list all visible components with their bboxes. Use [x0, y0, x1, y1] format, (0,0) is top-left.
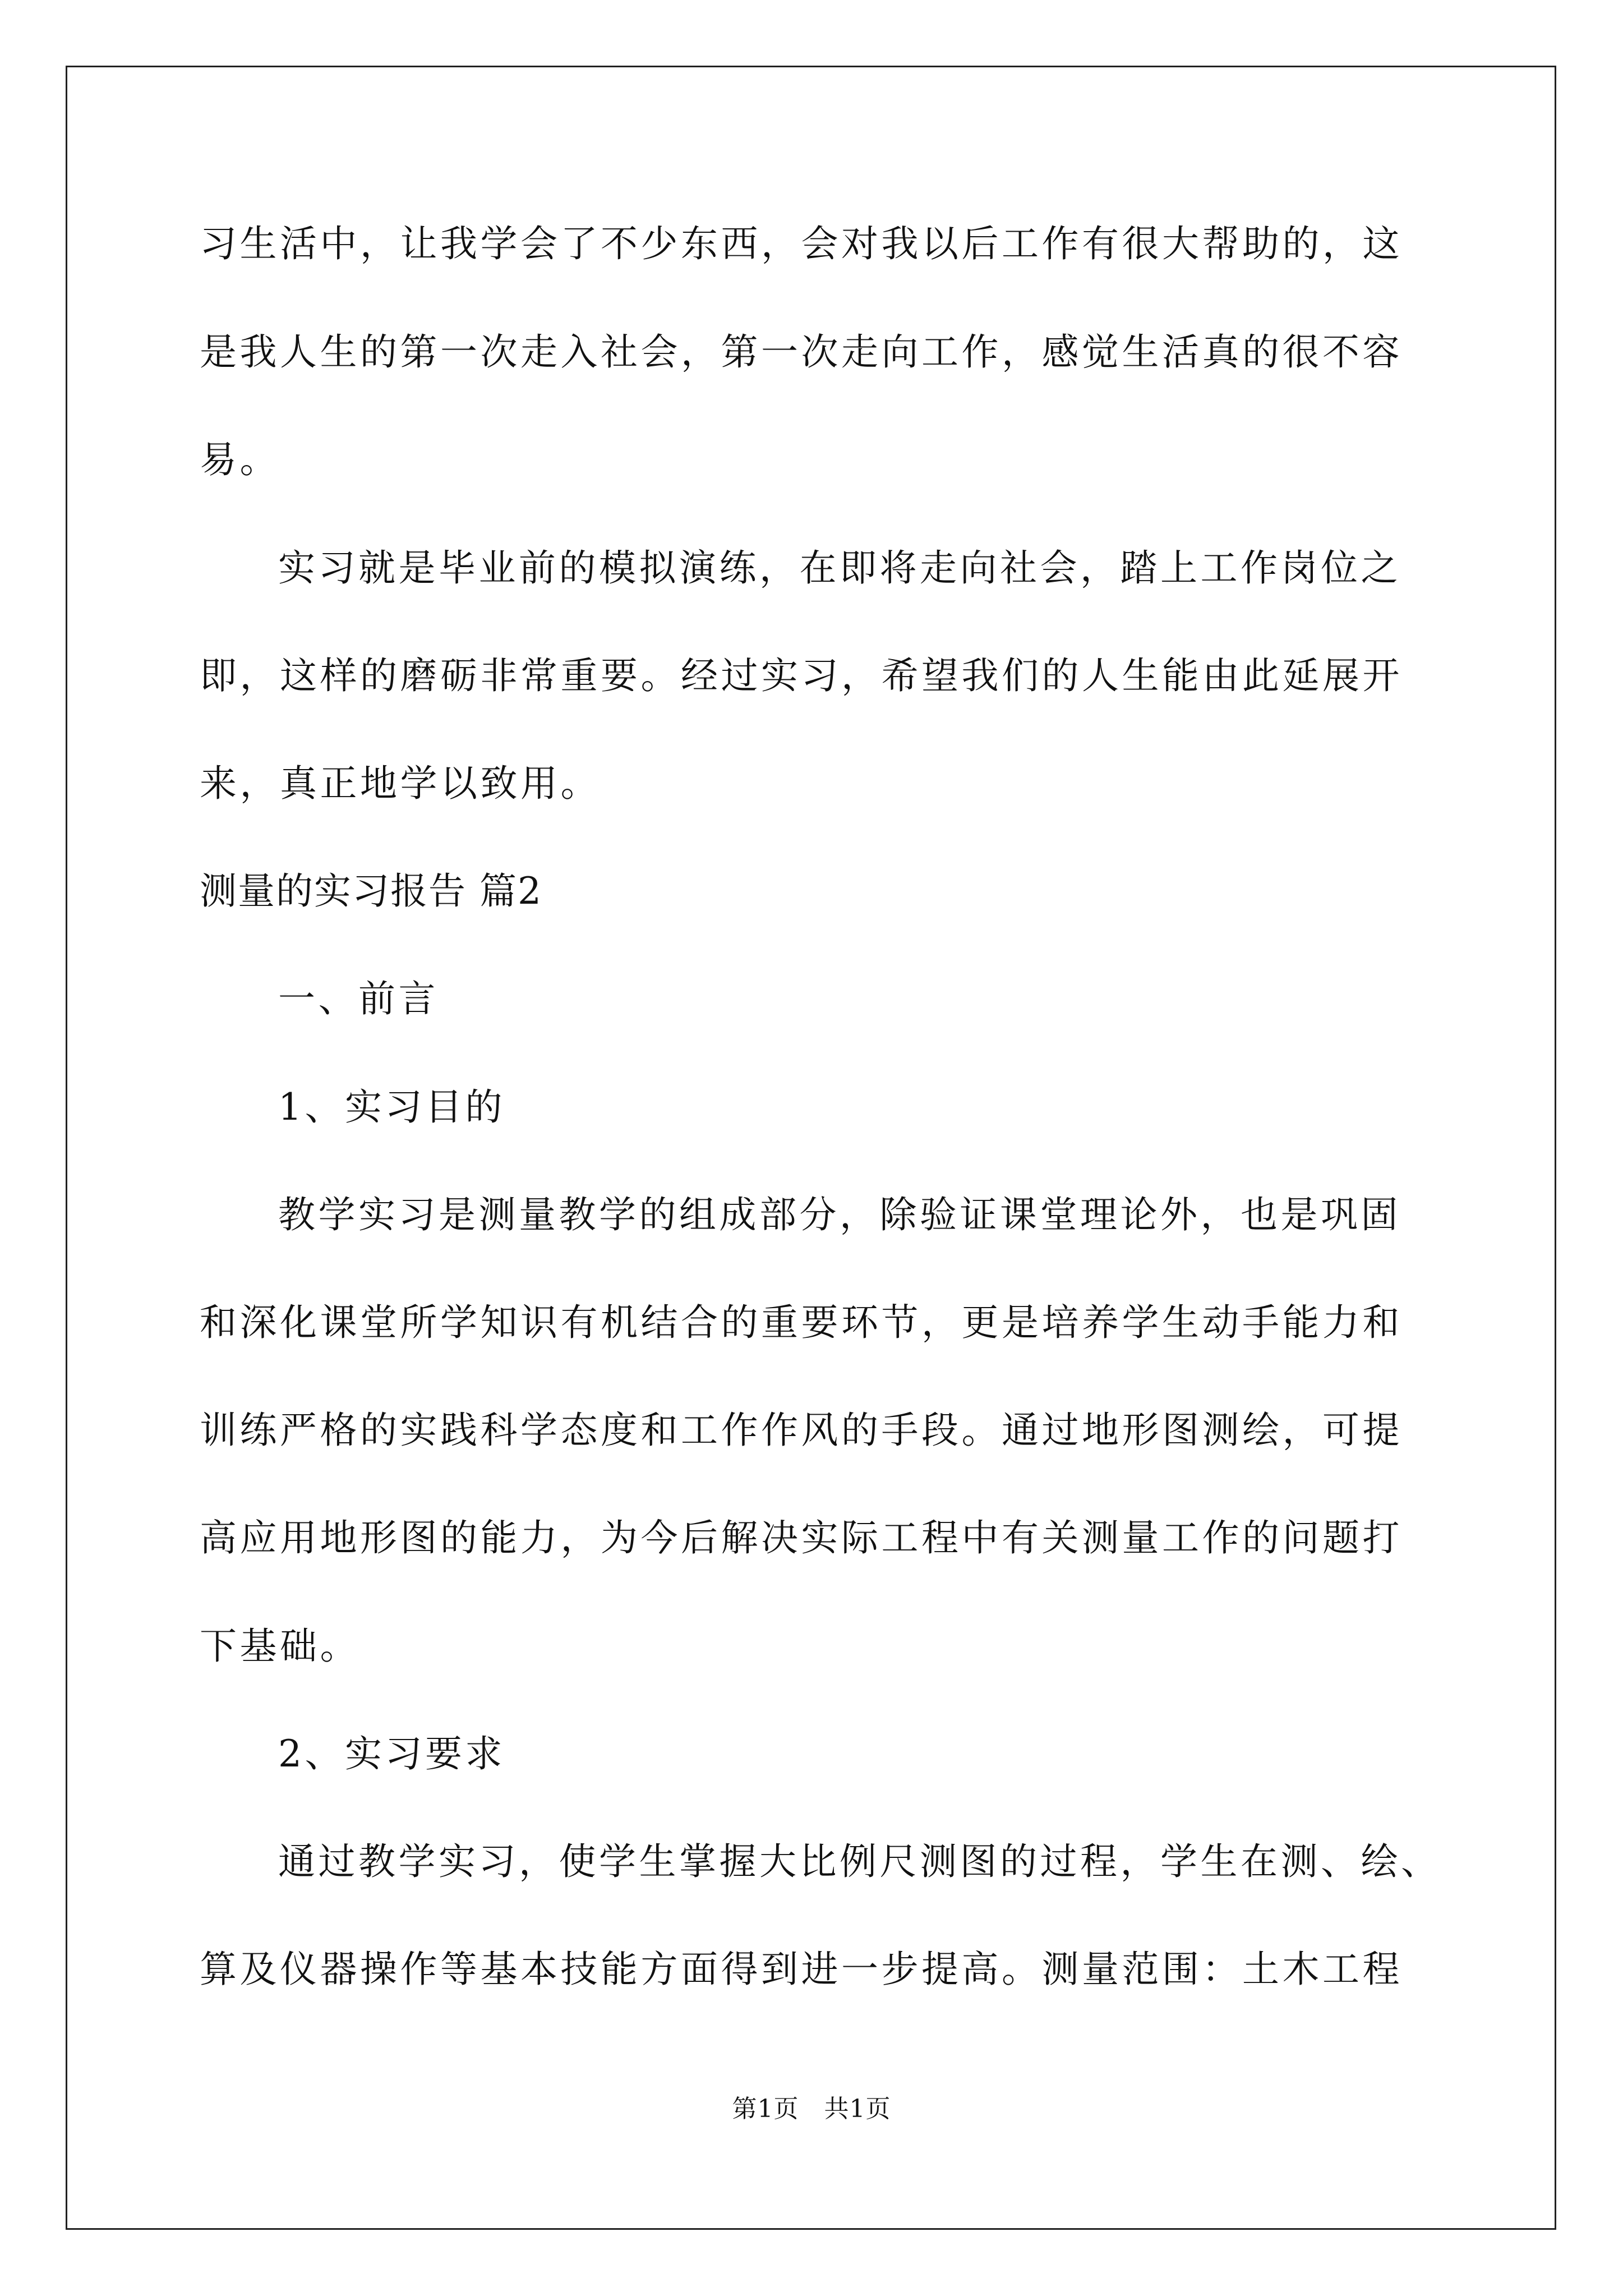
paragraph-line: 教学实习是测量教学的组成部分，除验证课堂理论外，也是巩固	[278, 1193, 1401, 1236]
paragraph-line: 训练严格的实践科学态度和工作作风的手段。通过地形图测绘，可提	[200, 1409, 1403, 1452]
paragraph-line: 高应用地形图的能力，为今后解决实际工程中有关测量工作的问题打	[200, 1516, 1403, 1559]
paragraph-line: 下基础。	[200, 1625, 360, 1668]
paragraph-line: 即，这样的磨砺非常重要。经过实习，希望我们的人生能由此延展开	[200, 654, 1403, 697]
section-heading: 测量的实习报告 篇2	[200, 869, 542, 913]
paragraph-line: 习生活中，让我学会了不少东西，会对我以后工作有很大帮助的，这	[200, 222, 1403, 265]
paragraph-line: 和深化课堂所学知识有机结合的重要环节，更是培养学生动手能力和	[200, 1301, 1403, 1344]
paragraph-line: 实习就是毕业前的模拟演练，在即将走向社会，踏上工作岗位之	[278, 546, 1401, 590]
subsection-heading: 1、实习目的	[278, 1085, 505, 1129]
paragraph-line: 是我人生的第一次走入社会，第一次走向工作，感觉生活真的很不容	[200, 330, 1403, 374]
paragraph-line: 来，真正地学以致用。	[200, 762, 601, 805]
page-border	[66, 66, 1556, 2230]
paragraph-line: 通过教学实习，使学生掌握大比例尺测图的过程，学生在测、绘、	[278, 1840, 1441, 1883]
subsection-heading: 一、前言	[278, 977, 439, 1020]
page-number-footer: 第1页 共1页	[732, 2095, 891, 2123]
subsection-heading: 2、实习要求	[278, 1732, 505, 1775]
paragraph-line: 算及仪器操作等基本技能方面得到进一步提高。测量范围：土木工程	[200, 1948, 1403, 1991]
paragraph-line: 易。	[200, 438, 280, 481]
